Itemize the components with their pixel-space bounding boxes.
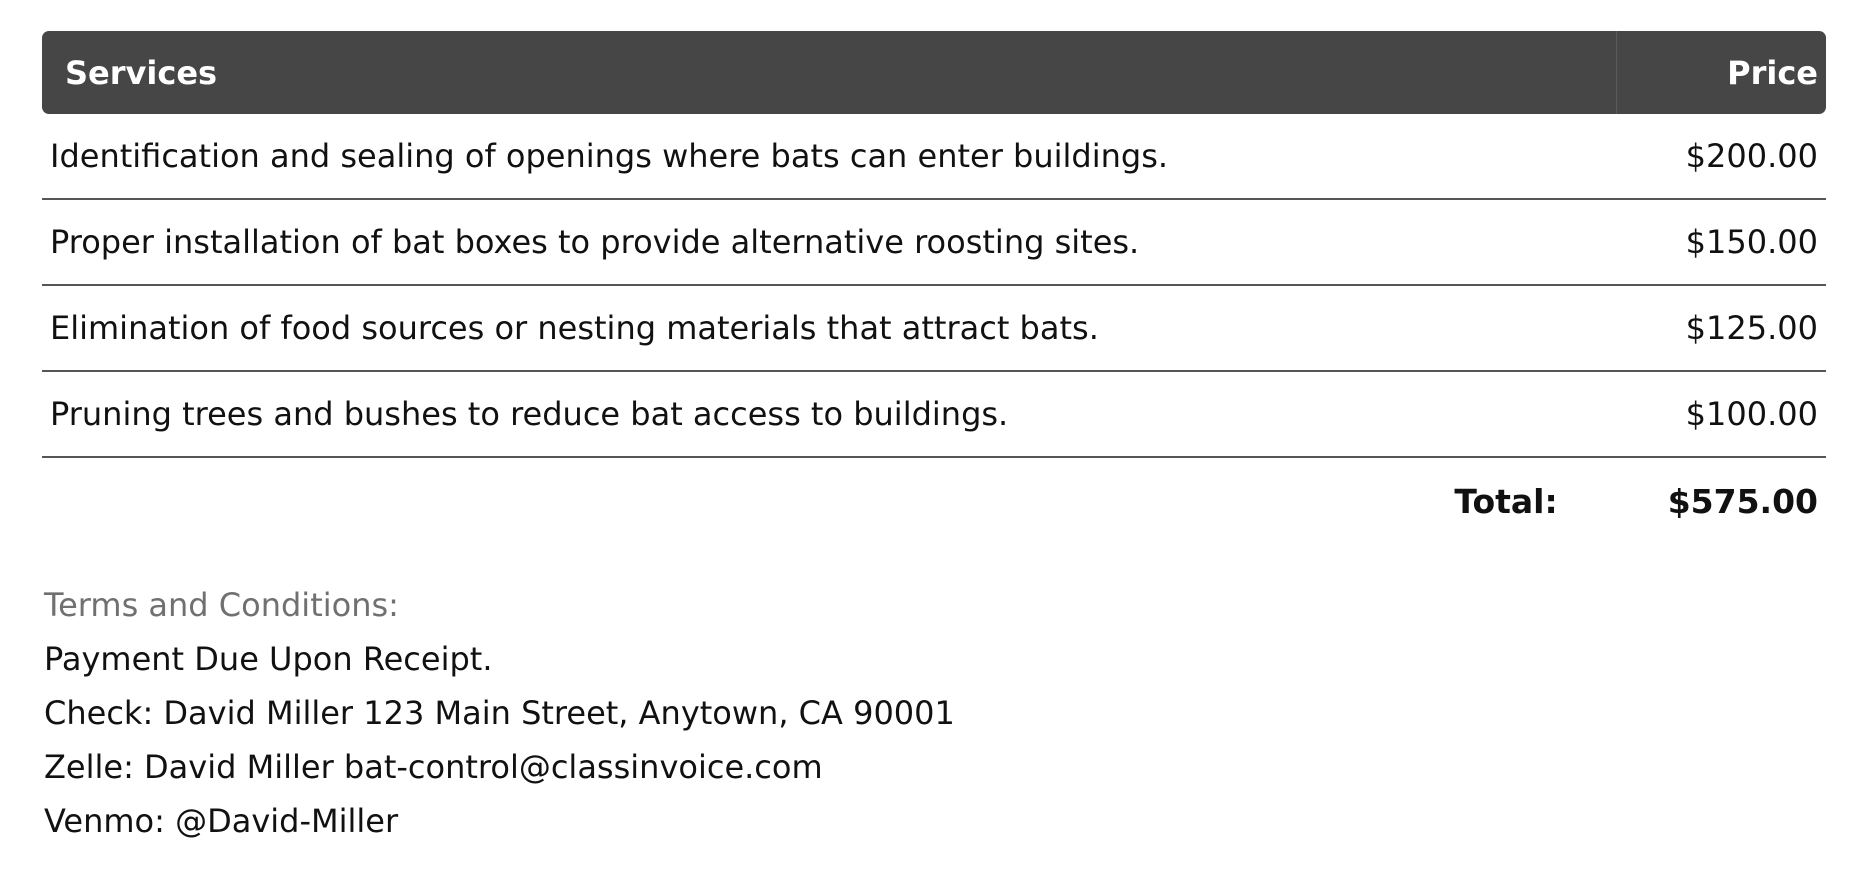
- table-row: [42, 286, 1826, 372]
- services-table: [42, 31, 1826, 544]
- table-row: [42, 114, 1826, 200]
- service-description: Proper installation of bat boxes to provide alternative roosting sites.: [50, 223, 1140, 261]
- service-description: Identification and sealing of openings where bats can enter buildings.: [50, 137, 1169, 175]
- check-payment-line: Check: David Miller 123 Main Street, Anytown, CA 90001: [44, 694, 955, 732]
- zelle-payment-line: Zelle: David Miller bat-control@classinvoice.com: [44, 748, 823, 786]
- venmo-payment-line: Venmo: @David-Miller: [44, 802, 399, 840]
- service-price: $125.00: [1685, 309, 1818, 347]
- total-value: $575.00: [1667, 481, 1818, 521]
- table-header: [42, 31, 1826, 114]
- terms-section: [44, 578, 955, 848]
- price-column-header: Price: [1616, 31, 1826, 114]
- table-row: [42, 200, 1826, 286]
- terms-title: Terms and Conditions:: [44, 586, 399, 624]
- total-label: Total:: [1454, 481, 1558, 521]
- table-row: [42, 372, 1826, 458]
- service-price: $150.00: [1685, 223, 1818, 261]
- service-price: $200.00: [1685, 137, 1818, 175]
- total-row: [42, 458, 1826, 544]
- payment-due-line: Payment Due Upon Receipt.: [44, 640, 493, 678]
- service-description: Elimination of food sources or nesting materials that attract bats.: [50, 309, 1099, 347]
- service-description: Pruning trees and bushes to reduce bat access to buildings.: [50, 395, 1009, 433]
- services-column-header: Services: [65, 53, 218, 92]
- service-price: $100.00: [1685, 395, 1818, 433]
